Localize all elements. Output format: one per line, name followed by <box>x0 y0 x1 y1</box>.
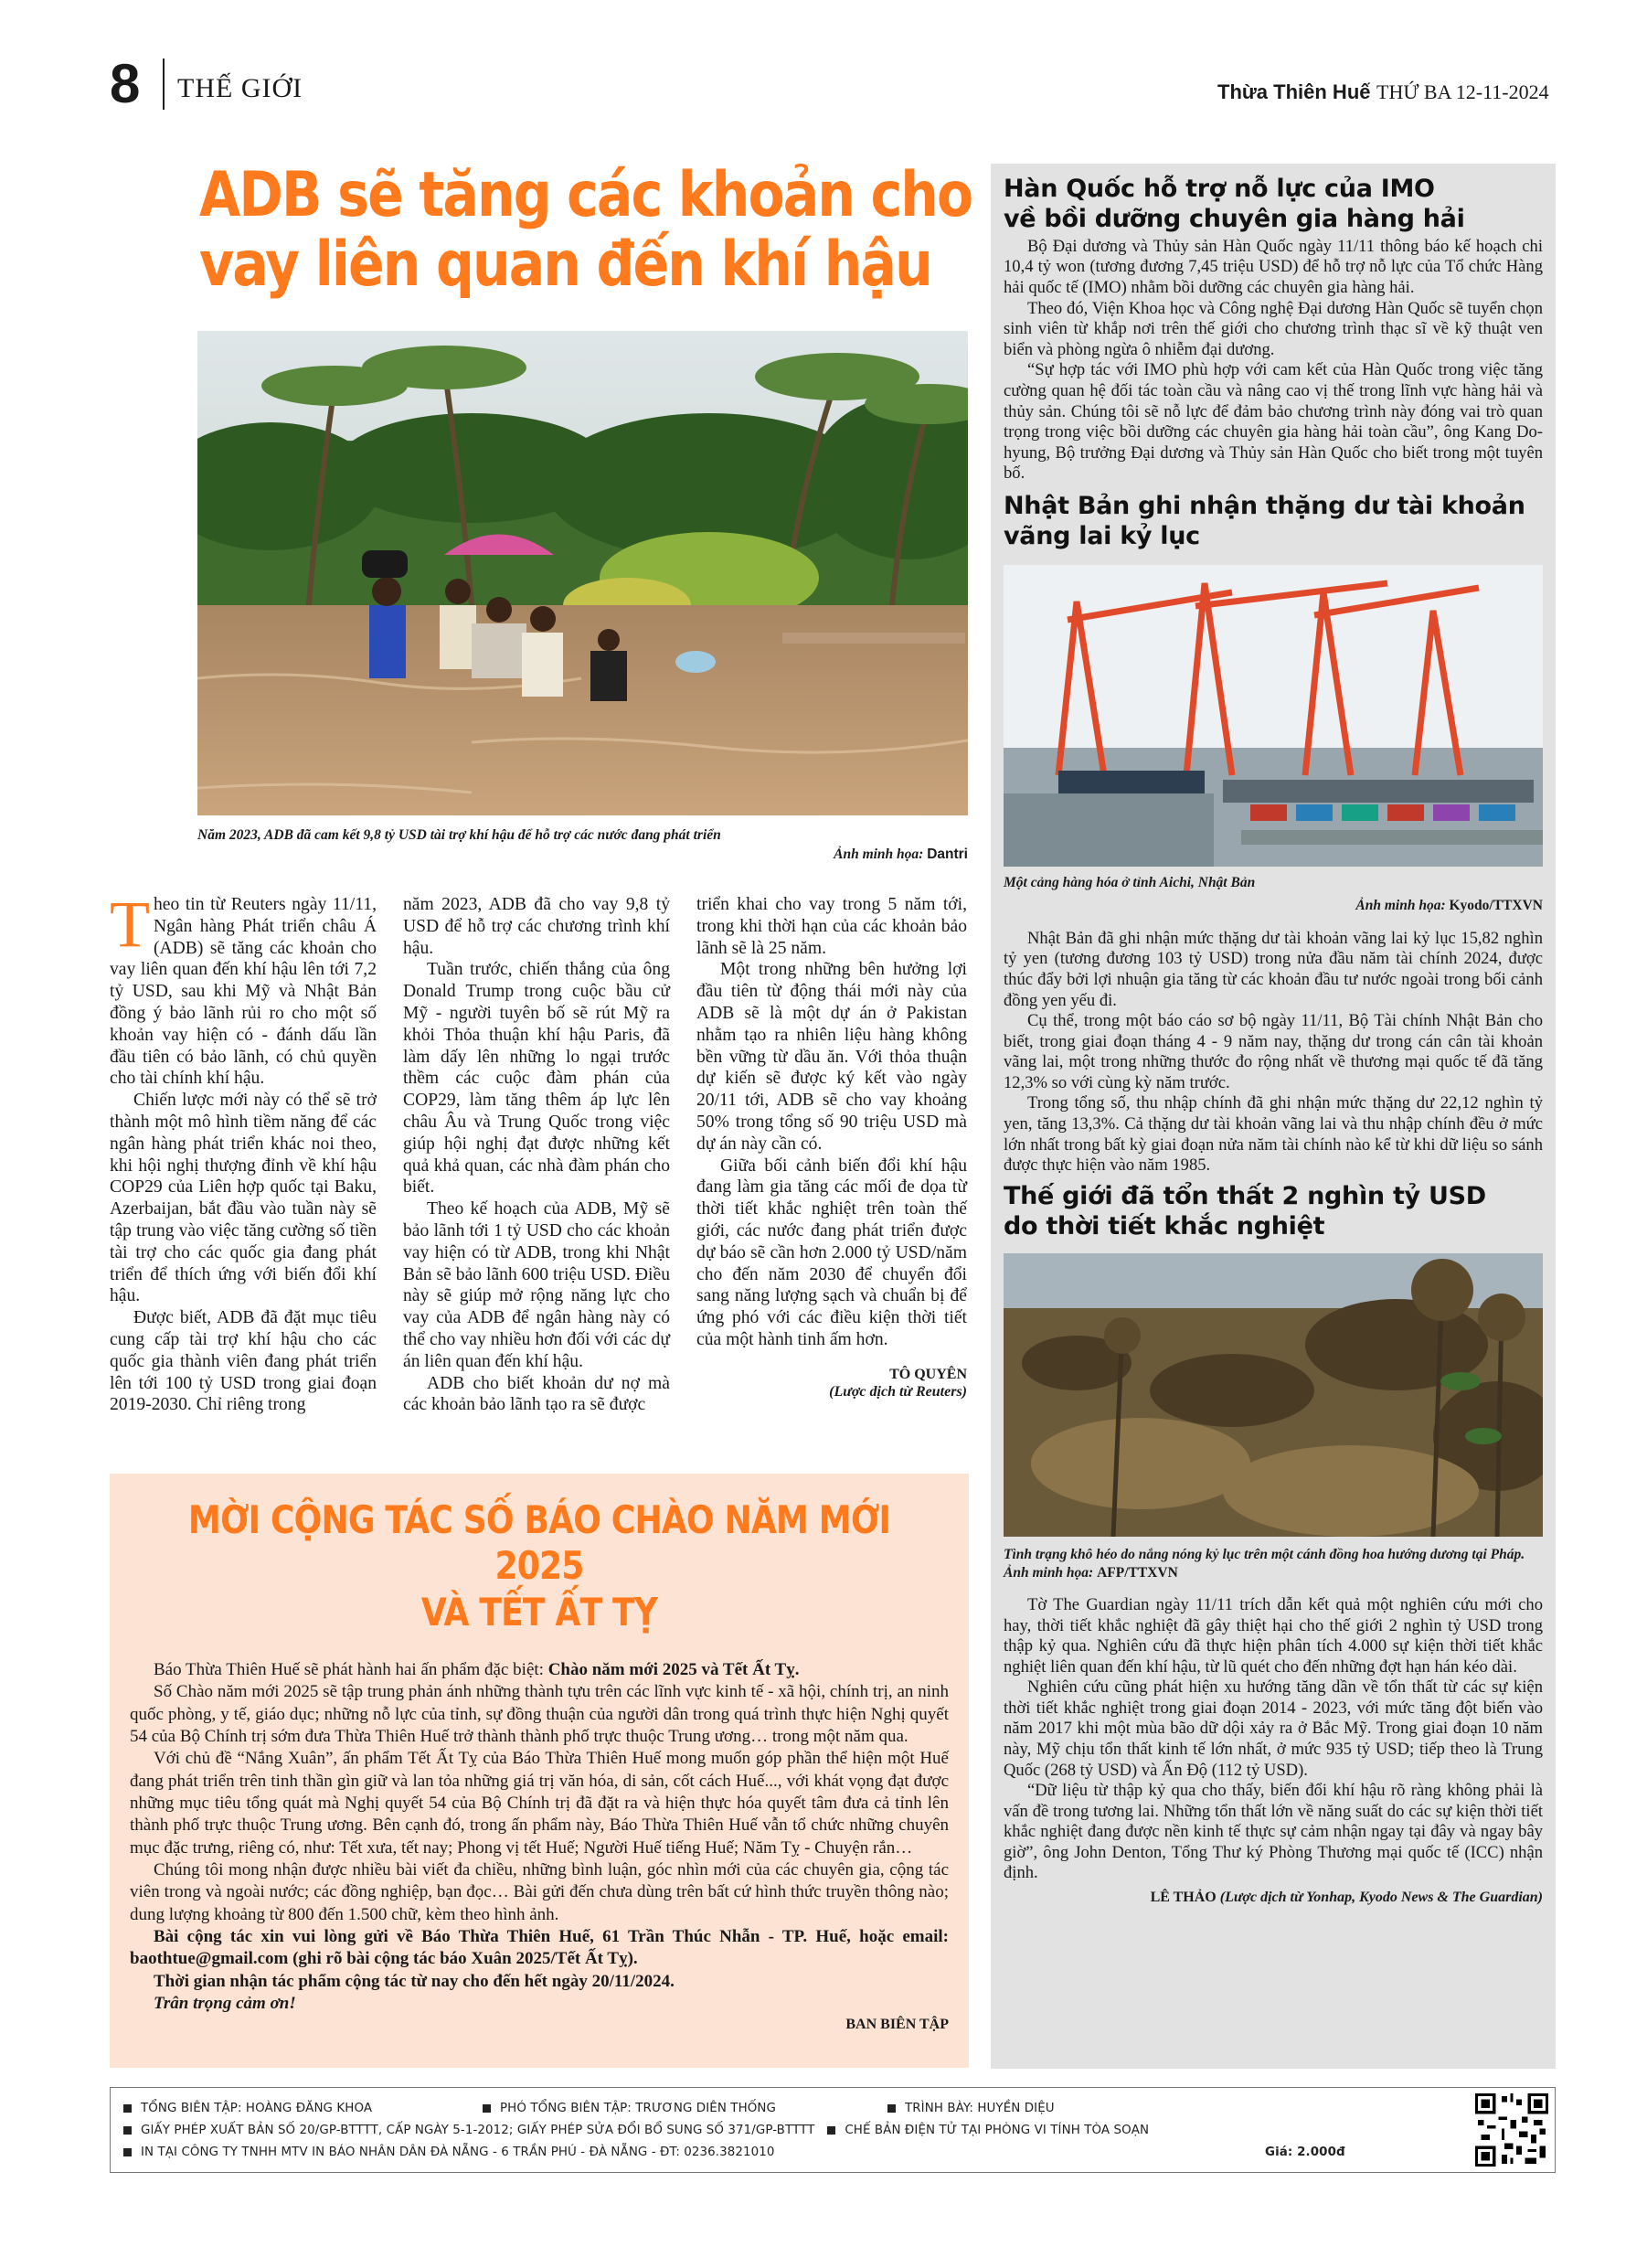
promo-thanks: Trân trọng cảm ơn! <box>154 1993 296 2013</box>
paper-name: Thừa Thiên Huế <box>1217 80 1371 103</box>
page-number: 8 <box>110 53 141 114</box>
promo-sign: BAN BIÊN TẬP <box>845 2017 949 2033</box>
footer-printer: IN TẠI CÔNG TY TNHH MTV IN BÁO NHÂN DÂN ĐÀ NẴNG - 6 TRẦN PHÚ - ĐÀ NẴNG - ĐT: 0236.3821010 <box>141 2145 775 2159</box>
s3-credit-label: Ảnh minh họa: <box>1004 1564 1094 1581</box>
sunflower-photo <box>1004 1253 1543 1537</box>
s2-title <box>1004 492 1543 552</box>
footer-row-3 <box>111 2141 1555 2163</box>
article-paragraph: Theo kế hoạch của ADB, Mỹ sẽ bảo lãnh tới 1 tỷ USD cho các khoản vay hiện có từ ADB, trong khi Nhật Bản sẽ bảo lãnh 600 triệu USD. Điều này sẽ giúp mở rộng năng lực cho vay của ADB để ngân hàng này có thể cho vay nhiều hơn đối với các dự án liên quan đến khí hậu. <box>403 1199 670 1371</box>
promo-deadline: Thời gian nhận tác phẩm cộng tác từ nay cho đến hết ngày 20/11/2024. <box>154 1971 675 1991</box>
promo-contact: Bài cộng tác xin vui lòng gửi về Báo Thừa Thiên Huế, 61 Trần Thúc Nhẫn - TP. Huế, hoặc email: baothtue@gmail.com (ghi rõ bài cộng tác báo Xuân 2025/Tết Ất Tỵ). <box>130 1926 949 1969</box>
s2-body <box>1004 929 1543 1177</box>
article-lead-text: heo tin từ Reuters ngày 11/11, Ngân hàng Phát triển châu Á (ADB) sẽ tăng các khoản cho vay liên quan đến khí hậu lên tới 7,2 tỷ USD, sau khi Mỹ và Nhật Bản đồng ý bảo lãnh rủi ro cho một số khoản vay hiện có - đánh dấu lần đầu tiên có bảo lãnh, có chủ quyền cho tài chính khí hậu. <box>110 895 377 1089</box>
promo-title <box>130 1497 949 1635</box>
s1-paragraph: “Sự hợp tác với IMO phù hợp với cam kết của Hàn Quốc trong việc tăng cường quan hệ đối tác toàn cầu và nâng cao vị thế trong lĩnh vực hàng hải và thủy sản. Chúng tôi sẽ nỗ lực để đảm bảo chương trình này đóng vai trò quan trọng trong việc bồi dưỡng các chuyên gia hàng hải toàn cầu”, ông Kang Do-hyung, Bộ trưởng Đại dương và Thủy sản Hàn Quốc cho biết trong một tuyên bố. <box>1004 360 1543 484</box>
footer-prepress: CHẾ BẢN ĐIỆN TỬ TẠI PHÒNG VI TÍNH TÒA SOẠN <box>845 2123 1150 2137</box>
article-paragraph: Một trong những bên hưởng lợi đầu tiên từ động thái mới này của ADB sẽ là một dự án ở Pakistan nhằm tạo ra nhiên liệu hàng không bền vững từ dầu ăn. Với thỏa thuận dự kiến sẽ được ký kết vào ngày 20/11 tới, ADB sẽ cho vay khoảng 50% trong tổng số 90 triệu USD mà dự án này cần có. <box>696 960 967 1154</box>
flood-credit <box>197 847 968 863</box>
s3-paragraph: “Dữ liệu từ thập kỷ qua cho thấy, biến đổi khí hậu rõ ràng không phải là vấn đề trong tương lai. Những tổn thất lớn về năng suất do các sự kiện thời tiết khắc nghiệt đang được nền kinh tế thực sự cảm nhận ngay tại đây và ngay bây giờ”, ông John Denton, Tổng Thư ký Phòng Thương mại quốc tế (ICC) nhận định. <box>1004 1781 1543 1883</box>
s2-credit <box>1004 898 1543 914</box>
article-paragraph: Chiến lược mới này có thể sẽ trở thành một mô hình tiềm năng để các ngân hàng phát triển khác noi theo, khi hội nghị thượng đỉnh về khí hậu COP29 của Liên hợp quốc tại Baku, Azerbaijan, bắt đầu vào tuần này sẽ tập trung vào việc tăng cường số tiền tài trợ cho các quốc gia đang phát triển để thích ứng với biến đổi khí hậu. <box>110 1091 377 1306</box>
s3-title-line2: do thời tiết khắc nghiệt <box>1004 1211 1325 1240</box>
credit-label: Ảnh minh họa: <box>834 847 924 862</box>
promo-title-line2: VÀ TẾT ẤT TỴ <box>420 1589 658 1634</box>
s2-caption: Một cảng hàng hóa ở tỉnh Aichi, Nhật Bản <box>1004 874 1256 890</box>
flood-photo <box>197 331 968 815</box>
s1-body <box>1004 237 1543 484</box>
s2-title-line1: Nhật Bản ghi nhận thặng dư tài khoản <box>1004 491 1525 520</box>
s3-caption <box>1004 1546 1543 1582</box>
footer-deputy: PHÓ TỔNG BIÊN TẬP: TRƯƠNG DIÊN THỐNG <box>500 2101 776 2115</box>
article-paragraph: triển khai cho vay trong 5 năm tới, trong khi thời hạn của các khoản bảo lãnh sẽ là 25 năm. <box>696 895 967 958</box>
promo-paragraph: Số Chào năm mới 2025 sẽ tập trung phản ánh những thành tựu trên các lĩnh vực kinh tế - xã hội, chính trị, an ninh quốc phòng, y tế, giáo dục; những nỗ lực của tỉnh, sự đồng thuận của người dân trong quá trình thực hiện Nghị quyết 54 của Bộ Chính trị sớm đưa Thừa Thiên Huế trở thành thành phố trực thuộc Trung ương… trong một năm qua. <box>130 1682 949 1747</box>
s3-translation: (Lược dịch từ Yonhap, Kyodo News & The Guardian) <box>1219 1890 1543 1906</box>
footer-license: GIẤY PHÉP XUẤT BẢN SỐ 20/GP-BTTTT, CẤP NGÀY 5-1-2012; GIẤY PHÉP SỬA ĐỔI BỔ SUNG SỐ 371/GP-BTTTT <box>141 2123 815 2137</box>
article-paragraph: năm 2023, ADB đã cho vay 9,8 tỷ USD để hỗ trợ các chương trình khí hậu. <box>403 895 670 958</box>
article-paragraph: Được biết, ADB đã đặt mục tiêu cung cấp tài trợ khí hậu cho các quốc gia thành viên đang phát triển lên tới 100 tỷ USD trong giai đoạn 2019-2030. Chỉ riêng trong <box>110 1308 377 1415</box>
footer-price: Giá: 2.000đ <box>1265 2145 1345 2159</box>
article-translation: (Lược dịch từ Reuters) <box>829 1384 967 1400</box>
promo-body <box>130 1659 949 2015</box>
promo-paragraph: Chúng tôi mong nhận được nhiều bài viết đa chiều, những bình luận, góc nhìn mới của các chuyên gia, cộng tác viên trong và ngoài nước; các đồng nghiệp, bạn đọc… Bài gửi đến chưa dùng trên bất cứ hình thức truyền thông nào; dung lượng khoảng từ 800 đến 1.500 chữ, kèm theo hình ảnh. <box>130 1859 949 1924</box>
s3-title <box>1004 1182 1543 1242</box>
article-col-2 <box>403 894 670 1416</box>
promo-paragraph: Với chủ đề “Nắng Xuân”, ấn phẩm Tết Ất Tỵ của Báo Thừa Thiên Huế mong muốn góp phần thể hiện một Huế đang phát triển trên tinh thần gìn giữ và lan tỏa những giá trị văn hóa, di sản, cốt cách Huế..., với khát vọng đạt được những mục tiêu tổng quát mà Nghị quyết 54 của Bộ Chính trị đã đặt ra và hiện thực hóa quyết tâm đưa cả tỉnh lên thành phố trực thuộc Trung ương. Bên cạnh đó, trong ấn phẩm này, Báo Thừa Thiên Huế vẫn tổ chức những chuyên mục đặc trưng, riêng có, như: Tết xưa, tết nay; Phong vị tết Huế; Người Huế tiếng Huế; Năm Tỵ - Chuyện rắn… <box>130 1749 949 1858</box>
promo-intro: Báo Thừa Thiên Huế sẽ phát hành hai ấn phẩm đặc biệt: <box>154 1660 544 1680</box>
s3-credit-source: AFP/TTXVN <box>1097 1564 1178 1581</box>
footer-editor: TỔNG BIÊN TẬP: HOÀNG ĐĂNG KHOA <box>141 2101 373 2115</box>
drop-cap: T <box>110 888 150 961</box>
article-col-1 <box>110 888 377 1416</box>
s3-paragraph: Nghiên cứu cũng phát hiện xu hướng tăng dần về tổn thất từ các sự kiện thời tiết khắc nghiệt trong giai đoạn 2014 - 2023, với mức tăng đột biến vào năm 2017 khi một mùa bão dữ dội xảy ra ở Bắc Mỹ. Trong giai đoạn 10 năm này, Mỹ chịu tổn thất kinh tế lớn nhất, ở mức 935 tỷ USD; tiếp theo là Trung Quốc (268 tỷ USD) và Ấn Độ (112 tỷ USD). <box>1004 1677 1543 1780</box>
article-paragraph: Giữa bối cảnh biến đổi khí hậu đang làm gia tăng các mối đe dọa từ thời tiết khắc nghiệt trên toàn thế giới, các nước đang phát triển được dự báo sẽ cần hơn 2.000 tỷ USD/năm cho đến năm 2030 để chuyển đổi sang năng lượng sạch và chuẩn bị để ứng phó với các điều kiện thời tiết của một hành tinh ấm hơn. <box>696 1155 967 1349</box>
s2-paragraph: Cụ thể, trong một báo cáo sơ bộ ngày 11/11, Bộ Tài chính Nhật Bản cho biết, trong giai đoạn tháng 4 - 9 năm nay, thặng dư trong cán cân tài khoản vãng lai, một trong những thước đo rộng nhất về thương mại quốc tế đã tăng 12,3% so với cùng kỳ năm trước. <box>1004 1011 1543 1092</box>
footer <box>110 2087 1556 2173</box>
article-paragraph <box>110 888 377 1090</box>
s1-paragraph: Theo đó, Viện Khoa học và Công nghệ Đại dương Hàn Quốc sẽ tuyển chọn sinh viên từ khắp nơi trên thế giới cho chương trình thạc sĩ về kỹ thuật ven biển và phòng ngừa ô nhiễm đại dương. <box>1004 298 1543 359</box>
s3-caption-text: Tình trạng khô héo do nắng nóng kỷ lục trên một cánh đồng hoa hướng dương tại Pháp. <box>1004 1546 1525 1562</box>
s3-author: LÊ THẢO <box>1150 1890 1217 1906</box>
s1-title-line1: Hàn Quốc hỗ trợ nỗ lực của IMO <box>1004 175 1435 203</box>
article-paragraph: Tuần trước, chiến thắng của ông Donald Trump trong cuộc bầu cử Mỹ - người tuyên bố sẽ rút Mỹ ra khỏi Thỏa thuận khí hậu Paris, đã làm dấy lên những lo ngại trước thềm các cuộc đàm phán của COP29, làm tăng thêm áp lực lên châu Âu và Trung Quốc trong việc giúp hội nghị đạt được những kết quả khả quan, các nhà đàm phán cho biết. <box>403 960 670 1198</box>
footer-row-1 <box>111 2097 1555 2119</box>
promo-title-line1: MỜI CỘNG TÁC SỐ BÁO CHÀO NĂM MỚI 2025 <box>187 1497 891 1589</box>
s2-credit-source: Kyodo/TTXVN <box>1449 897 1543 913</box>
s1-title-line2: về bồi dưỡng chuyên gia hàng hải <box>1004 204 1465 233</box>
footer-row-2 <box>111 2119 1555 2141</box>
header-divider <box>163 59 165 110</box>
section-name: THẾ GIỚI <box>177 73 303 103</box>
article-paragraph: ADB cho biết khoản dư nợ mà các khoản bảo lãnh tạo ra sẽ được <box>403 1373 670 1415</box>
promo-box <box>110 1474 969 2068</box>
footer-layout: TRÌNH BÀY: HUYỀN DIỆU <box>905 2101 1055 2115</box>
promo-paragraph <box>130 1659 949 1681</box>
sidebar <box>991 164 1556 2069</box>
page-header <box>110 53 1552 114</box>
article-author: TÔ QUYÊN <box>889 1366 967 1382</box>
s1-title <box>1004 175 1543 235</box>
flood-caption: Năm 2023, ADB đã cam kết 9,8 tỷ USD tài trợ khí hậu để hỗ trợ các nước đang phát triển <box>197 827 721 843</box>
s2-paragraph: Trong tổng số, thu nhập chính đã ghi nhận mức thặng dư 22,12 nghìn tỷ yen, tăng 13,3%. Cả thặng dư tài khoản vãng lai và thu nhập chính đều ở mức lớn nhất trong bất kỳ giai đoạn nửa năm tài chính nào kể từ khi dữ liệu so sánh được thực hiện vào năm 1985. <box>1004 1093 1543 1176</box>
credit-source: Dantri <box>927 847 968 862</box>
s3-title-line1: Thế giới đã tổn thất 2 nghìn tỷ USD <box>1004 1181 1486 1210</box>
issue-date: THỨ BA 12-11-2024 <box>1376 80 1549 103</box>
s2-title-line2: vãng lai kỷ lục <box>1004 521 1200 550</box>
s3-byline <box>1004 1890 1543 1906</box>
qr-code[interactable] <box>1475 2093 1548 2167</box>
port-photo <box>1004 565 1543 867</box>
article-col-3 <box>696 894 967 1401</box>
s3-paragraph: Tờ The Guardian ngày 11/11 trích dẫn kết quả một nghiên cứu mới cho hay, thời tiết khắc nghiệt đã gây thiệt hại cho thế giới 2 nghìn tỷ USD trong thập kỷ qua. Nghiên cứu đã thực hiện phân tích 4.000 sự kiện thời tiết khắc nghiệt liên quan đến khí hậu, từ lũ quét cho đến những đợt hạn hán kéo dài. <box>1004 1594 1543 1677</box>
main-headline: ADB sẽ tăng các khoản cho vay liên quan đến khí hậu <box>199 159 972 302</box>
s3-body <box>1004 1595 1543 1884</box>
s1-paragraph: Bộ Đại dương và Thủy sản Hàn Quốc ngày 11/11 thông báo kế hoạch chi 10,4 tỷ won (tương đương 7,45 triệu USD) để hỗ trợ nỗ lực của Tổ chức Hàng hải quốc tế (IMO) nhằm bồi dưỡng các chuyên gia hàng hải. <box>1004 236 1543 298</box>
promo-intro-bold: Chào năm mới 2025 và Tết Ất Tỵ. <box>547 1660 800 1680</box>
s2-credit-label: Ảnh minh họa: <box>1355 897 1446 913</box>
s2-paragraph: Nhật Bản đã ghi nhận mức thặng dư tài khoản vãng lai kỷ lục 15,82 nghìn tỷ yen (tương đương 103 tỷ USD) trong nửa đầu năm tài chính 2024, được thúc đẩy bởi lợi nhuận gia tăng từ các khoản đầu tư nước ngoài trong bối cảnh đồng yen yếu đi. <box>1004 928 1543 1010</box>
